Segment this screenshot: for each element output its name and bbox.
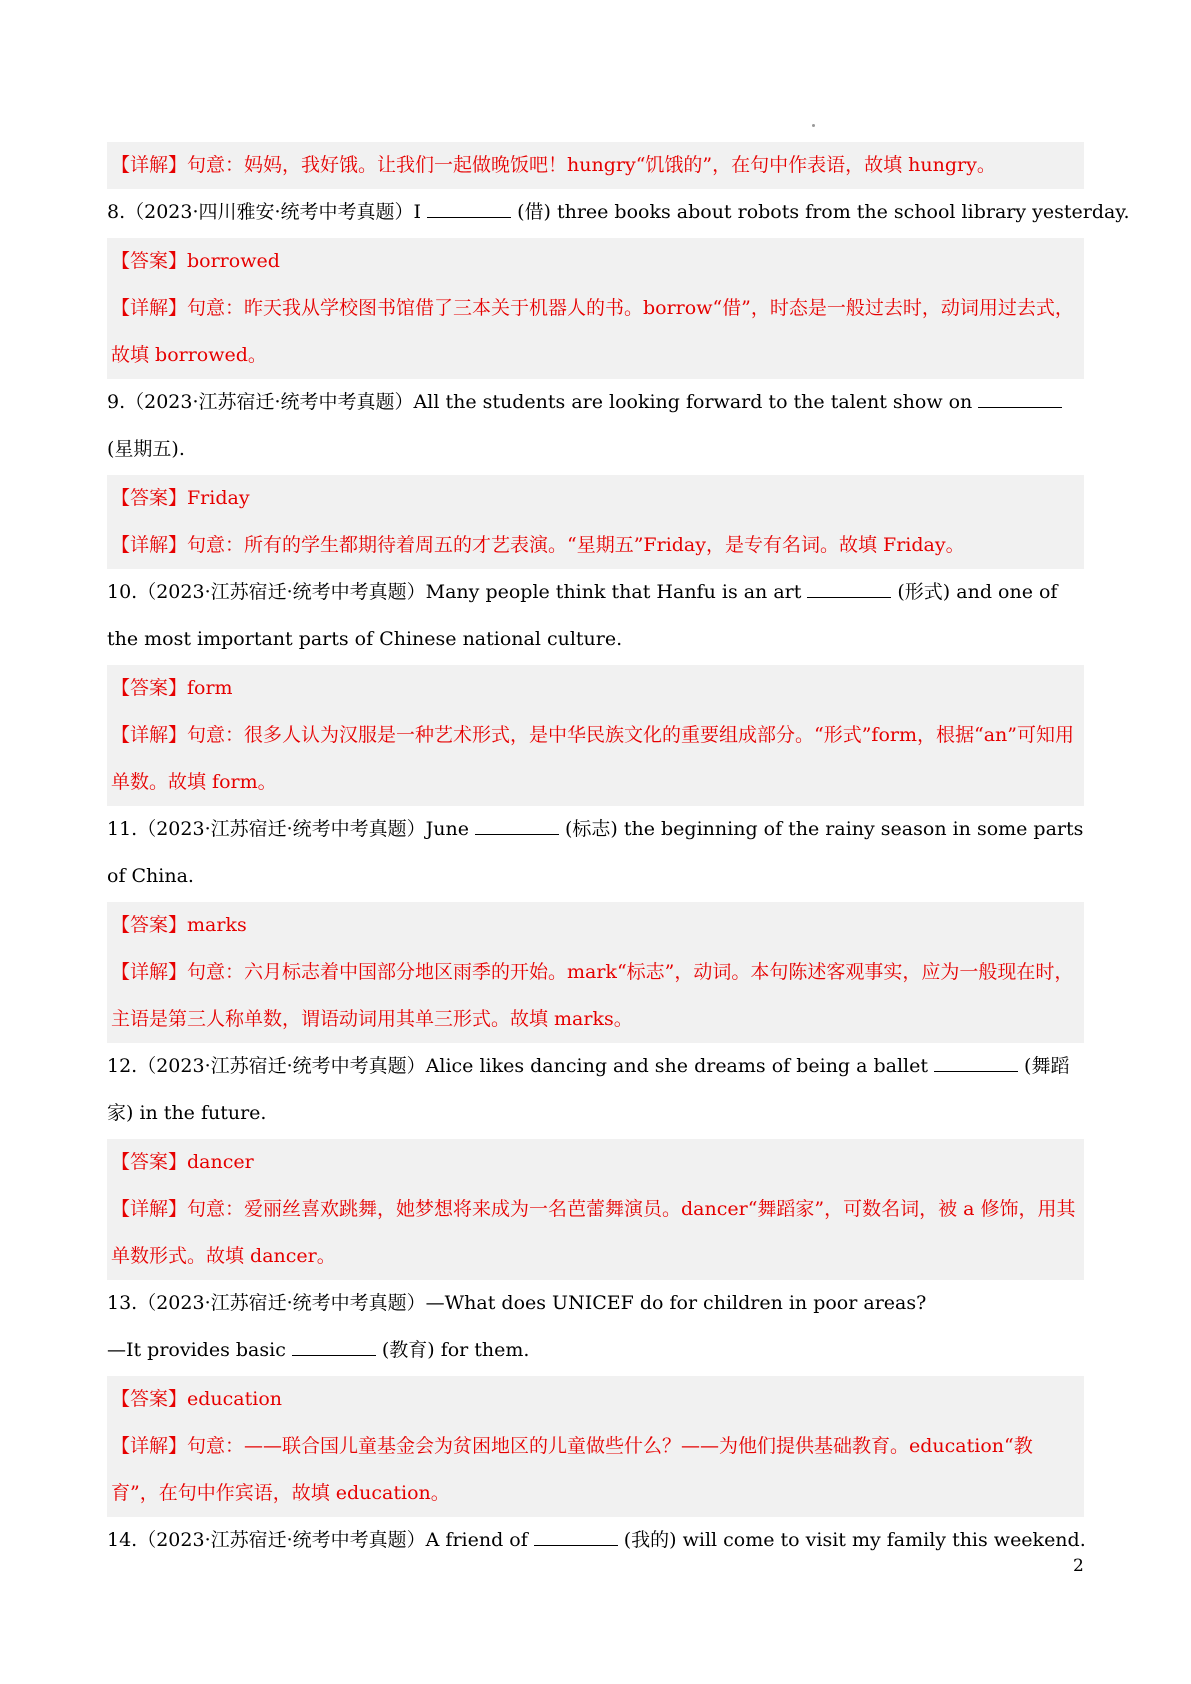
- question-text-suffix: (舞蹈家) in the future.: [107, 1055, 1070, 1124]
- answer-blank: [475, 815, 559, 835]
- answer-block-12: [107, 1139, 1084, 1280]
- answer-blank: [534, 1526, 618, 1546]
- question-text-suffix: (借) three books about robots from the school library yesterday.: [517, 201, 1130, 223]
- answer-blank: [427, 198, 511, 218]
- question-text: 13.（2023·江苏宿迁·统考中考真题）—What does UNICEF do for children in poor areas?: [107, 1292, 927, 1314]
- question-text-suffix: (我的) will come to visit my family this weekend.: [623, 1529, 1086, 1551]
- answer-block-10: [107, 665, 1084, 806]
- question-12: [107, 1043, 1084, 1137]
- question-text: 10.（2023·江苏宿迁·统考中考真题）Many people think that Hanfu is an art: [107, 581, 802, 603]
- answer-text: 【答案】education: [111, 1388, 283, 1410]
- detail-text: 【详解】句意：六月标志着中国部分地区雨季的开始。mark“标志”，动词。本句陈述客观事实，应为一般现在时，主语是第三人称单数，谓语动词用其单三形式。故填 marks。: [111, 961, 1074, 1030]
- answer-text: 【答案】marks: [111, 914, 247, 936]
- question-text: 9.（2023·江苏宿迁·统考中考真题）All the students are looking forward to the talent show on: [107, 391, 973, 413]
- answer-block-13: [107, 1376, 1084, 1517]
- question-text: 12.（2023·江苏宿迁·统考中考真题）Alice likes dancing and she dreams of being a ballet: [107, 1055, 929, 1077]
- answer-blank: [978, 388, 1062, 408]
- question-11: [107, 806, 1084, 900]
- question-text-suffix: (标志) the beginning of the rainy season in some parts of China.: [107, 818, 1084, 887]
- question-text-suffix: (教育) for them.: [381, 1339, 530, 1361]
- decorative-dot: [812, 124, 815, 127]
- question-9: [107, 379, 1084, 473]
- detail-text: 【详解】句意：妈妈，我好饿。让我们一起做晚饭吧！hungry“饥饿的”，在句中作表语，故填 hungry。: [111, 154, 996, 176]
- question-8: [107, 189, 1130, 236]
- question-text: 14.（2023·江苏宿迁·统考中考真题）A friend of: [107, 1529, 528, 1551]
- answer-text: 【答案】Friday: [111, 487, 250, 509]
- question-14: [107, 1517, 1084, 1564]
- question-text: 8.（2023·四川雅安·统考中考真题）I: [107, 201, 422, 223]
- question-text-suffix: (星期五).: [107, 438, 185, 460]
- detail-text: 【详解】句意：所有的学生都期待着周五的才艺表演。“星期五”Friday，是专有名词。故填 Friday。: [111, 534, 965, 556]
- document-body: [107, 140, 1130, 1564]
- answer-blank: [807, 578, 891, 598]
- answer-text: 【答案】form: [111, 677, 233, 699]
- answer-block-8: [107, 238, 1084, 379]
- answer-text: 【答案】borrowed: [111, 250, 280, 272]
- answer-blank: [934, 1052, 1018, 1072]
- question-13: [107, 1280, 1084, 1374]
- detail-text: 【详解】句意：——联合国儿童基金会为贫困地区的儿童做些什么？——为他们提供基础教育。education“教育”，在句中作宾语，故填 education。: [111, 1435, 1033, 1504]
- detail-text: 【详解】句意：爱丽丝喜欢跳舞，她梦想将来成为一名芭蕾舞演员。dancer“舞蹈家”，可数名词，被 a 修饰，用其单数形式。故填 dancer。: [111, 1198, 1076, 1267]
- page-number: 2: [1073, 1556, 1084, 1576]
- question-text-line2: —It provides basic: [107, 1339, 286, 1361]
- answer-text: 【答案】dancer: [111, 1151, 254, 1173]
- answer-blank: [292, 1336, 376, 1356]
- detail-block-7: [107, 142, 1084, 189]
- answer-block-11: [107, 902, 1084, 1043]
- detail-text: 【详解】句意：很多人认为汉服是一种艺术形式，是中华民族文化的重要组成部分。“形式”form，根据“an”可知用单数。故填 form。: [111, 724, 1074, 793]
- detail-text: 【详解】句意：昨天我从学校图书馆借了三本关于机器人的书。borrow“借”，时态是一般过去时，动词用过去式，故填 borrowed。: [111, 297, 1074, 366]
- question-text-suffix: (形式) and one of the most important parts of Chinese national culture.: [107, 581, 1058, 650]
- question-text: 11.（2023·江苏宿迁·统考中考真题）June: [107, 818, 469, 840]
- answer-block-9: [107, 475, 1084, 569]
- question-10: [107, 569, 1084, 663]
